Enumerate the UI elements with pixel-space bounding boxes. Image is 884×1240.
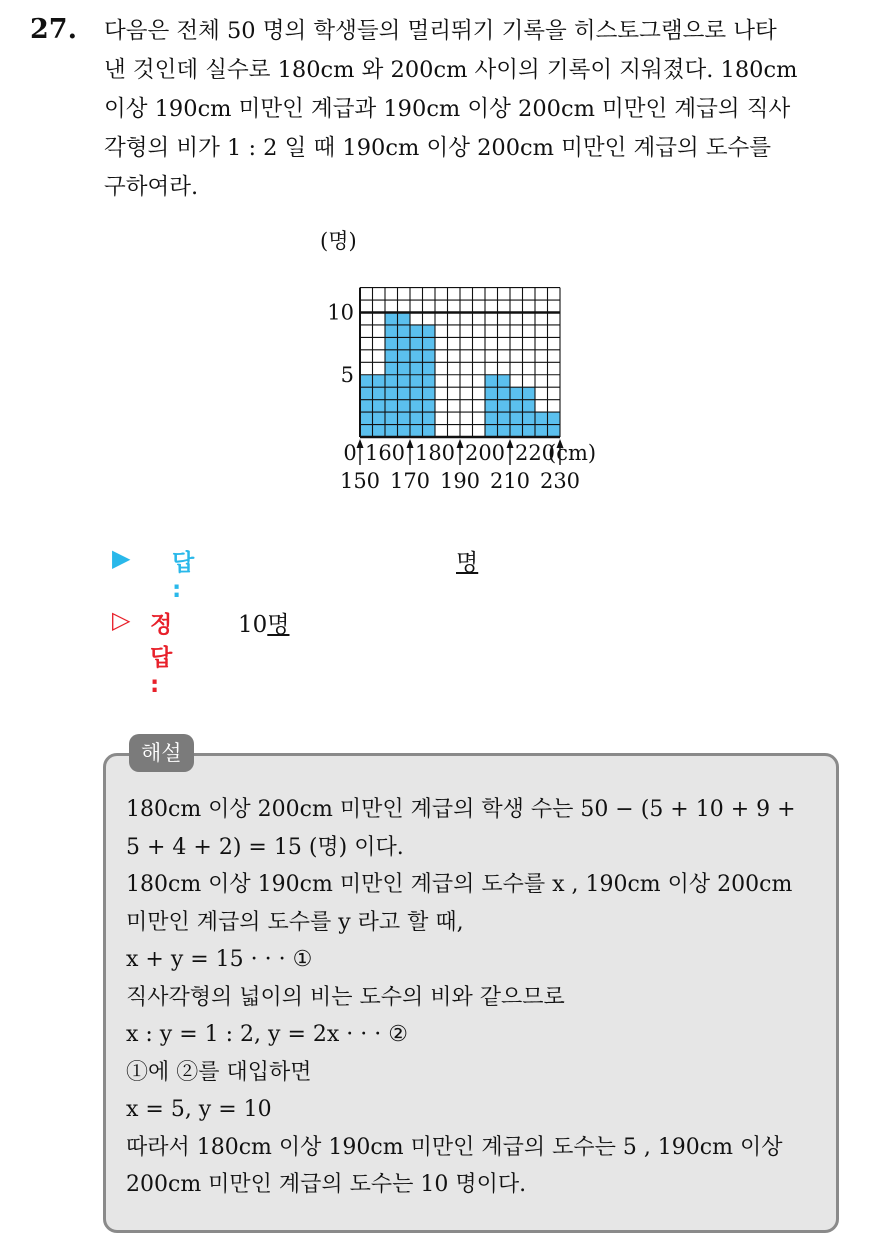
question-line: 각형의 비가 1 : 2 일 때 190cm 이상 200cm 미만인 계급의 도수를 [104,135,772,161]
question-number: 27. [30,14,77,45]
y-axis-label: (명) [320,229,357,253]
correct-answer-label: 정답 : [150,612,173,698]
y-tick-label: 5 [340,362,354,387]
histogram-chart [300,225,660,500]
x-tick-label-lower: 210 [489,469,531,493]
solution-line: 따라서 180cm 이상 190cm 미만인 계급의 도수는 5 , 190cm 이상 [126,1134,783,1160]
x-tick-label-lower: 150 [339,469,381,493]
solution-line: x : y = 1 : 2, y = 2x · · · ② [126,1022,408,1047]
hollow-arrow-icon: ▷ [112,606,131,634]
solution-line: 180cm 이상 200cm 미만인 계급의 학생 수는 50 − (5 + 10 + 9 + [126,797,796,822]
solution-line: x = 5, y = 10 [126,1097,272,1122]
x-tick-label-lower: 170 [389,469,431,493]
solution-text [126,791,826,1204]
correct-answer-unit: 명 [267,612,290,638]
y-tick-label: 10 [327,300,354,325]
solution-line: 미만인 계급의 도수를 y 라고 할 때, [126,909,464,935]
solution-tab: 해설 [129,734,194,772]
chart-labels [320,229,596,493]
tick-arrowhead [507,439,514,448]
x-tick-label-upper: 200 [464,441,506,465]
tick-arrowhead [407,439,414,448]
x-tick-label-lower: 230 [539,469,581,493]
x-tick-label-upper: 220 [514,441,556,465]
solution-line: ①에 ②를 대입하면 [126,1059,312,1085]
answer-blank-unit[interactable]: 명 [456,550,479,576]
solution-line: x + y = 15 · · · ① [126,947,313,972]
question-line: 다음은 전체 50 명의 학생들의 멀리뛰기 기록을 히스토그램으로 나타 [104,18,777,44]
tick-arrowhead [457,439,464,448]
origin-label: 0 [343,441,357,465]
x-axis-unit-label: (cm) [548,441,597,465]
x-tick-label-upper: 180 [414,441,456,465]
question-text [104,12,864,207]
question-line: 낸 것인데 실수로 180cm 와 200cm 사이의 기록이 지워졌다. 180cm [104,57,798,83]
correct-answer-number: 10 [238,612,268,638]
x-tick-label-lower: 190 [439,469,481,493]
solution-line: 직사각형의 넓이의 비는 도수의 비와 같으므로 [126,984,565,1010]
play-arrow-icon: ▶ [112,544,131,572]
correct-answer-value [238,606,290,639]
tick-arrowhead [357,439,364,448]
solution-line: 5 + 4 + 2) = 15 (명) 이다. [126,834,404,860]
solution-line: 180cm 이상 190cm 미만인 계급의 도수를 x , 190cm 이상 200cm [126,872,793,897]
answer-label: 답 : [172,550,195,603]
solution-line: 200cm 미만인 계급의 도수는 10 명이다. [126,1172,527,1197]
question-line: 이상 190cm 미만인 계급과 190cm 이상 200cm 미만인 계급의 직사 [104,96,791,122]
question-line: 구하여라. [104,174,199,200]
x-tick-label-upper: 160 [364,441,406,465]
